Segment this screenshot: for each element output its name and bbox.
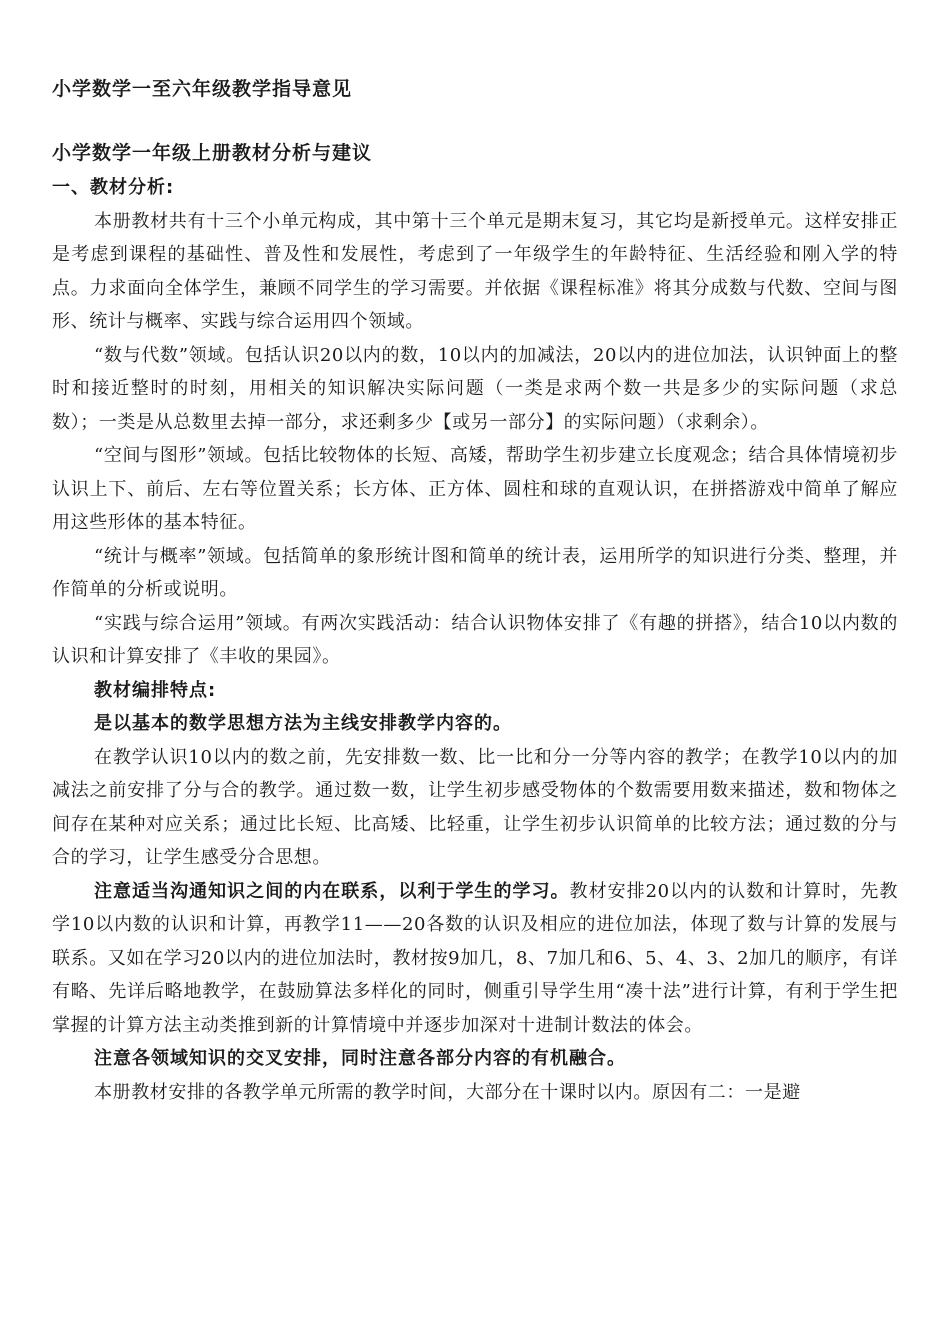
- subsection-heading: 注意各领域知识的交叉安排，同时注意各部分内容的有机融合。: [94, 1048, 626, 1069]
- subsection-heading: 是以基本的数学思想方法为主线安排教学内容的。: [94, 713, 512, 734]
- subsection-heading: 教材编排特点:: [94, 679, 217, 701]
- section-heading: 一、教材分析:: [52, 177, 175, 198]
- paragraph: “统计与概率”领域。包括简单的象形统计图和简单的统计表，运用所学的知识进行分类、整理，并作简单的分析或说明。: [52, 545, 898, 600]
- paragraph: 本册教材共有十三个小单元构成，其中第十三个单元是期末复习，其它均是新授单元。这样安排正是考虑到课程的基础性、普及性和发展性，考虑到了一年级学生的年龄特征、生活经验和刚入学的特点。力求面向全体学生，兼顾不同学生的学习需要。并依据《课程标准》将其分成数与代数、空间与图形、统计与概率、实践与综合运用四个领域。: [52, 210, 898, 332]
- paragraph: “数与代数”领域。包括认识20以内的数，10以内的加减法，20以内的进位加法，认识钟面上的整时和接近整时的时刻，用相关的知识解决实际问题（一类是求两个数一共是多少的实际问题（求总数）；一类是从总数里去掉一部分，求还剩多少【或另一部分】的实际问题）（求剩余）。: [52, 344, 898, 433]
- paragraph: [52, 875, 898, 1043]
- paragraph-text: 教材安排20以内的认数和计算时，先教学10以内数的认识和计算，再教学11——20各数的认识及相应的进位加法，体现了数与计算的发展与联系。又如在学习20以内的进位加法时，教材按9加几，8、7加几和6、5、4、3、2加几的顺序，有详有略、先详后略地教学，在鼓励算法多样化的同时，侧重引导学生用“凑十法”进行计算，有利于学生把掌握的计算方法主动类推到新的计算情境中并逐步加深对十进制计数法的体会。: [52, 880, 898, 1036]
- paragraph: “实践与综合运用”领域。有两次实践活动：结合认识物体安排了《有趣的拼搭》，结合10以内数的认识和计算安排了《丰收的果园》。: [52, 612, 898, 667]
- paragraph: 本册教材安排的各教学单元所需的教学时间，大部分在十课时以内。原因有二：一是避: [94, 1081, 801, 1103]
- document-title: 小学数学一至六年级教学指导意见: [52, 78, 353, 100]
- document-body: [52, 171, 898, 1109]
- inline-bold-lead: 注意适当沟通知识之间的内在联系，以利于学生的学习。: [94, 880, 570, 902]
- paragraph: “空间与图形”领域。包括比较物体的长短、高矮，帮助学生初步建立长度观念；结合具体情境初步认识上下、前后、左右等位置关系；长方体、正方体、圆柱和球的直观认识，在拼搭游戏中简单了解应用这些形体的基本特征。: [52, 445, 898, 533]
- paragraph: 在教学认识10以内的数之前，先安排数一数、比一比和分一分等内容的教学；在教学10以内的加减法之前安排了分与合的教学。通过数一数，让学生初步感受物体的个数需要用数来描述，数和物体之间存在某种对应关系；通过比长短、比高矮、比轻重，让学生初步认识简单的比较方法；通过数的分与合的学习，让学生感受分合思想。: [52, 746, 898, 868]
- document-subtitle: 小学数学一年级上册教材分析与建议: [52, 142, 373, 164]
